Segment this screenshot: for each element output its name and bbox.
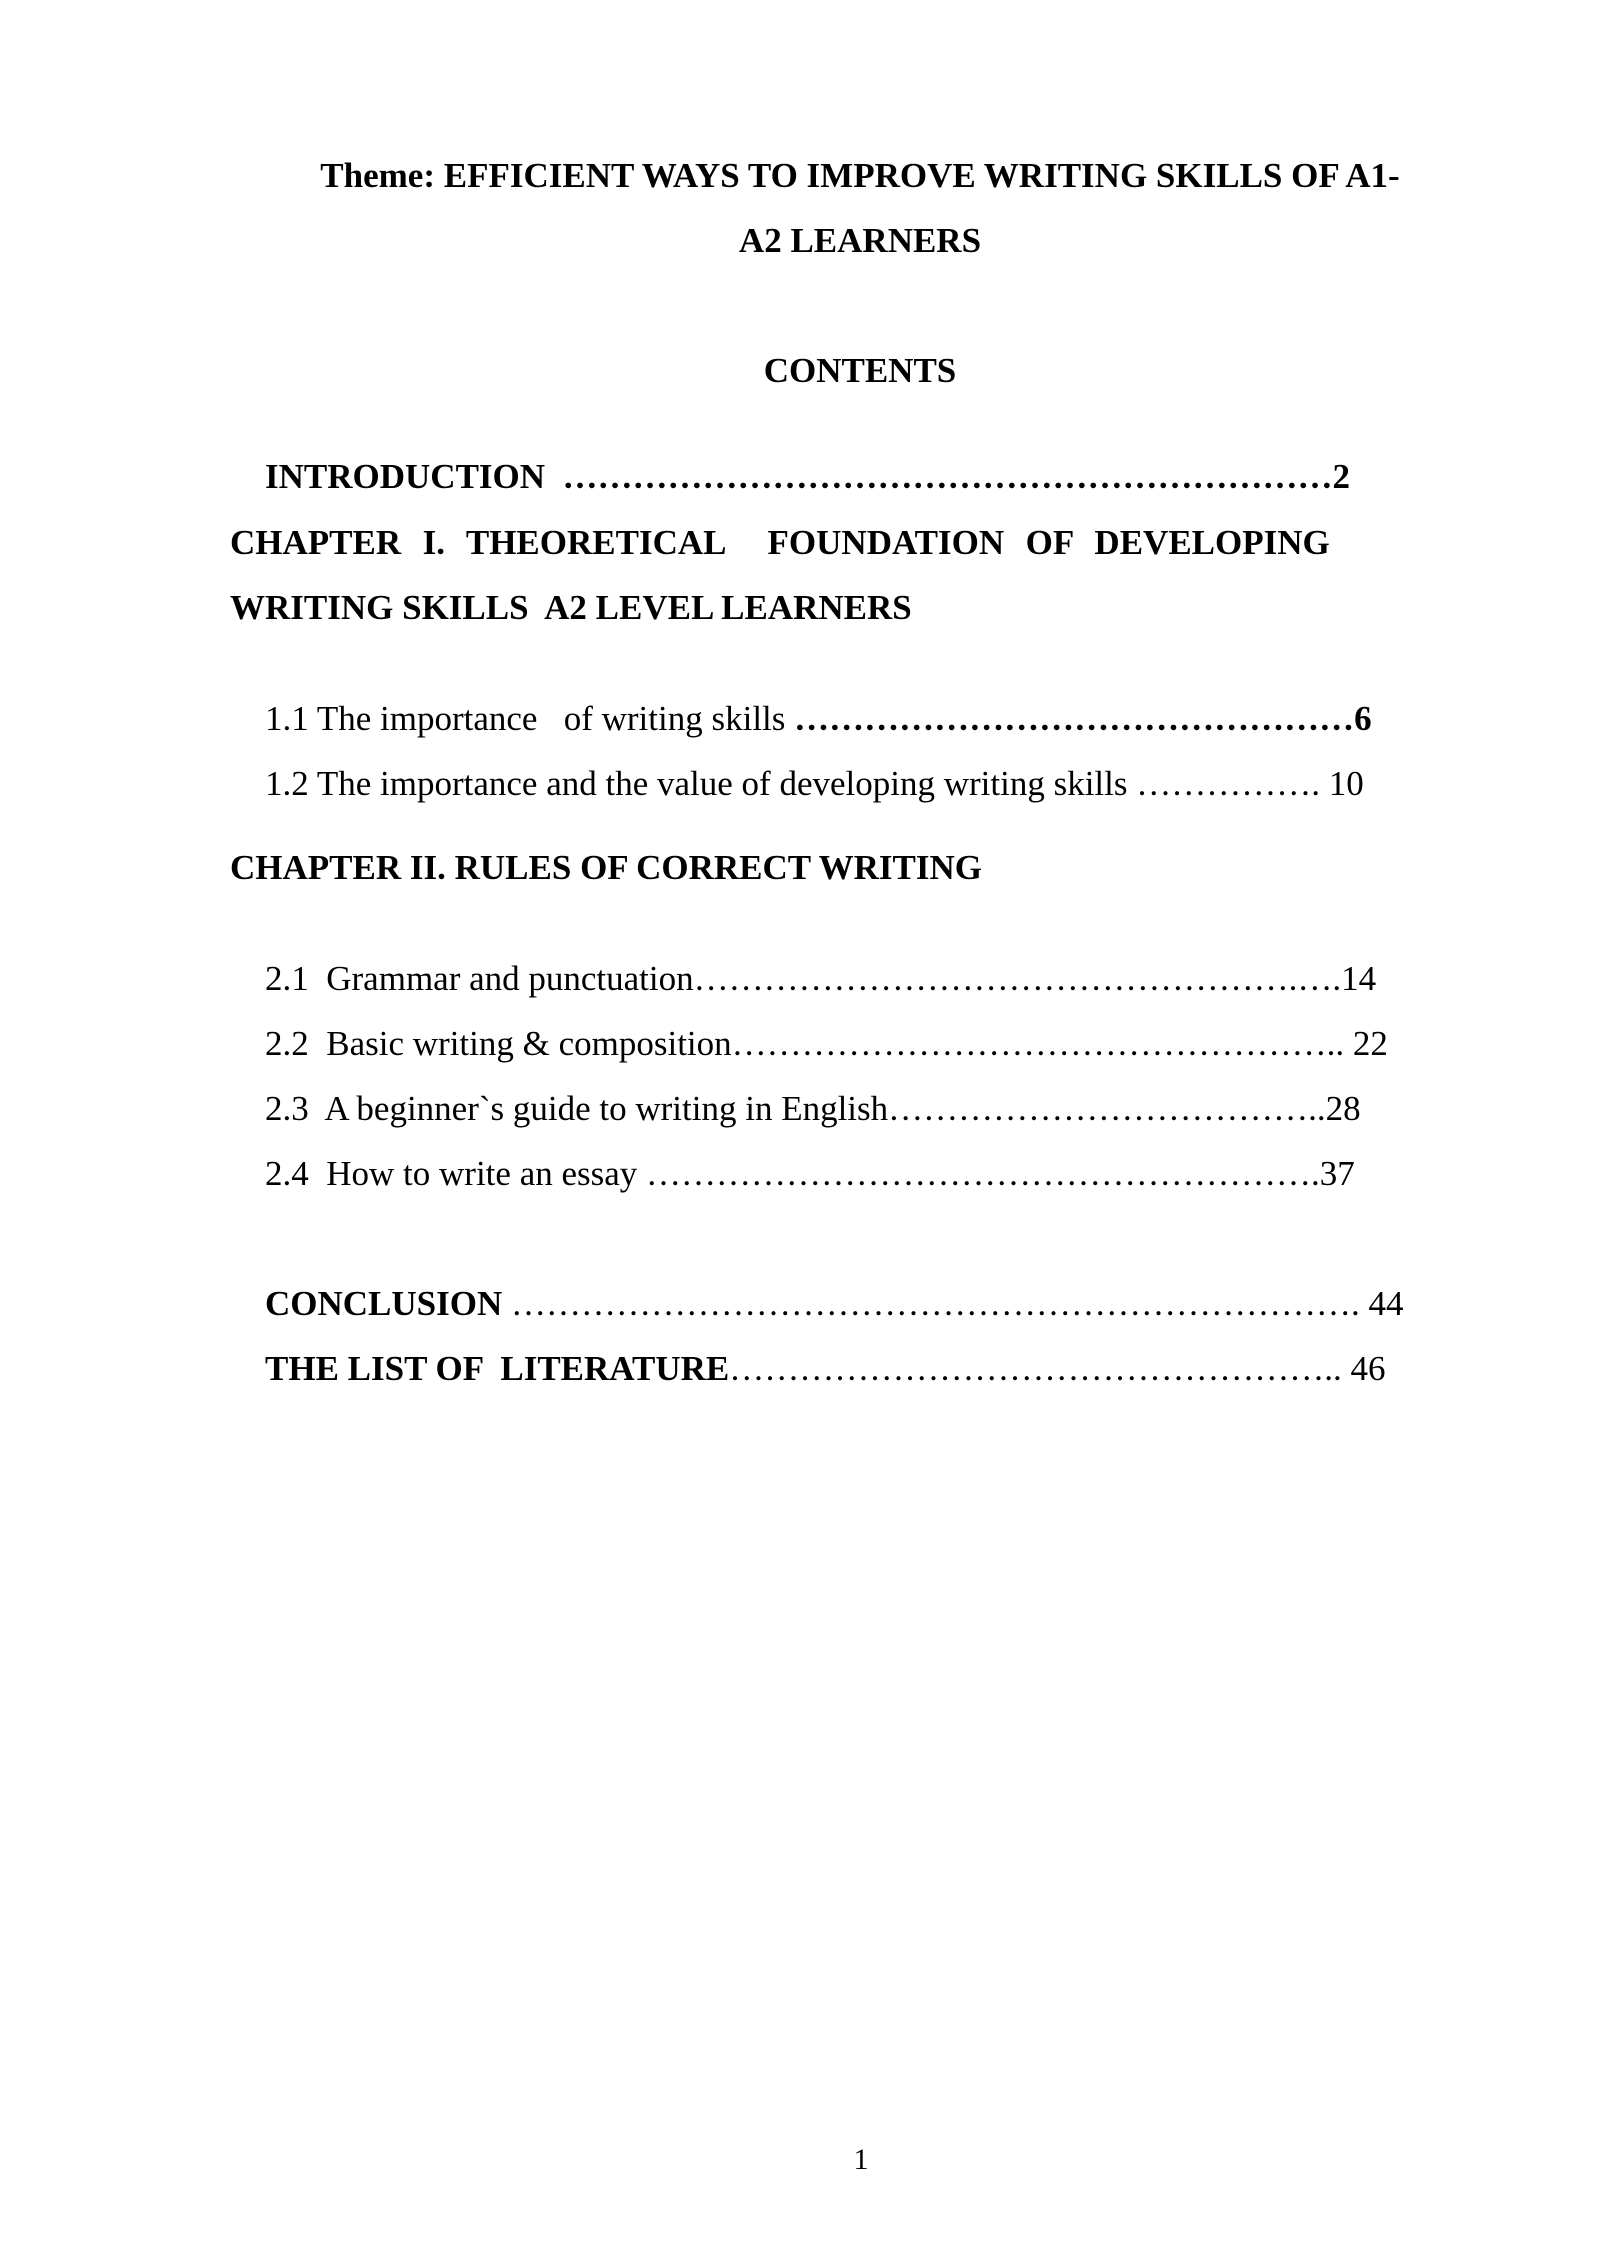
- toc-dot-leader: …………………………………………………………: [562, 457, 1333, 496]
- toc-label: 1.1 The importance of writing skills: [265, 699, 795, 738]
- chapter-1-heading-line-2: WRITING SKILLS A2 LEVEL LEARNERS: [230, 588, 912, 627]
- toc-dot-leader: …………………………………………….….: [693, 959, 1342, 998]
- toc-page-number: 44: [1368, 1284, 1404, 1323]
- chapter-1-heading-line-1: CHAPTER I. THEORETICAL FOUNDATION OF DEVELOPING: [230, 523, 1330, 562]
- toc-dot-leader: ………………………………..: [888, 1089, 1326, 1128]
- toc-entry-1-2: [230, 715, 1364, 853]
- toc-page-number: 28: [1325, 1089, 1361, 1128]
- toc-dot-leader: …………….: [1136, 764, 1329, 803]
- toc-dot-leader: …………………………………………: [794, 699, 1355, 738]
- toc-label: THE LIST OF LITERATURE: [265, 1349, 730, 1388]
- toc-dot-leader: ……………………………………………..: [731, 1024, 1353, 1063]
- toc-dot-leader: ………………………………………………….: [646, 1154, 1320, 1193]
- toc-page-number: 2: [1332, 457, 1351, 496]
- contents-heading: CONTENTS: [763, 351, 957, 390]
- toc-page-number: 10: [1328, 764, 1364, 803]
- document-title: [230, 143, 1490, 273]
- toc-page-number: 22: [1352, 1024, 1388, 1063]
- chapter-2-heading: CHAPTER II. RULES OF CORRECT WRITING: [230, 848, 982, 887]
- toc-label: 2.2 Basic writing & composition: [265, 1024, 732, 1063]
- toc-page-number: 46: [1350, 1349, 1386, 1388]
- toc-page-number: 37: [1319, 1154, 1355, 1193]
- toc-label: 2.3 A beginner`s guide to writing in English: [265, 1089, 889, 1128]
- toc-dot-leader: ……………………………………………..: [729, 1349, 1351, 1388]
- toc-entry-literature: [230, 1300, 1385, 1438]
- toc-entry-2-4: [230, 1105, 1355, 1243]
- toc-page-number: 6: [1354, 699, 1372, 738]
- toc-label: 1.2 The importance and the value of developing writing skills: [265, 764, 1137, 803]
- toc-label: 2.1 Grammar and punctuation: [265, 959, 694, 998]
- toc-label: CONCLUSION: [265, 1284, 512, 1323]
- title-line-2: A2 LEARNERS: [738, 221, 982, 260]
- page-number: 1: [853, 2143, 869, 2176]
- toc-label: INTRODUCTION: [265, 457, 563, 496]
- toc-dot-leader: ……………………………………………………………….: [511, 1284, 1369, 1323]
- title-line-1: Theme: EFFICIENT WAYS TO IMPROVE WRITING SKILLS OF A1-: [320, 156, 1400, 195]
- toc-page-number: 14: [1341, 959, 1377, 998]
- toc-label: 2.4 How to write an essay: [265, 1154, 647, 1193]
